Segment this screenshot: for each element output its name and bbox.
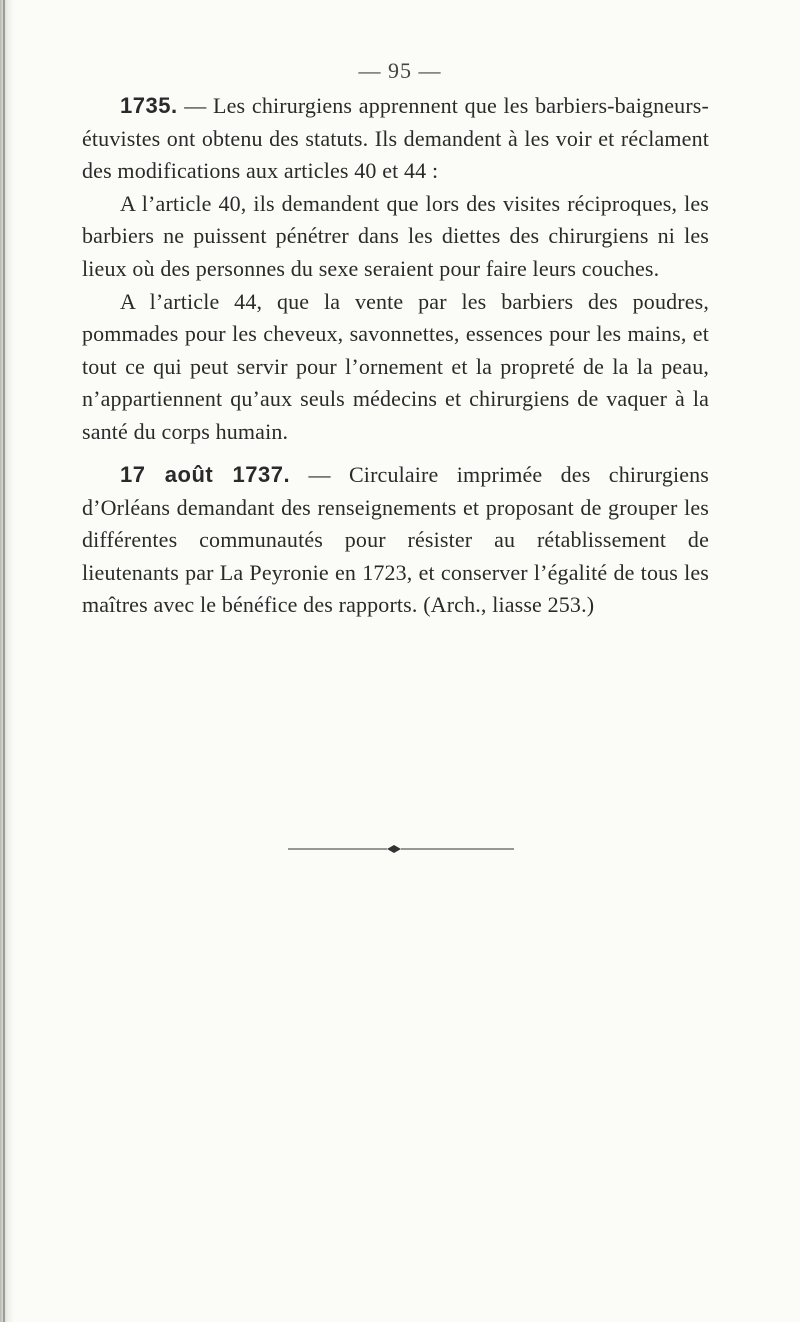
entry-1735-text: Les chirurgiens apprennent que les barbiers-baigneurs-étuvistes ont obtenu des statuts. Ils demandent à les voir et réclament des modifications aux articles 40 et 44 :: [82, 93, 709, 184]
entry-1735-article-40: A l’article 40, ils demandent que lors des visites réciproques, les barbiers ne puissent pénétrer dans les diettes des chirurgiens ni les lieux où des personnes du sexe seraient pour faire leurs couches.: [82, 190, 709, 281]
entry-1735-first-paragraph: [82, 90, 709, 188]
page-number: — 95 —: [358, 58, 442, 83]
entry-1735-date: 1735.: [120, 93, 178, 118]
entry-1735: [82, 90, 709, 449]
entry-1737-text: Circulaire imprimée des chirurgiens d’Orléans demandant des renseignements et proposant de grouper les différentes communautés pour résister au rétablissement de lieutenants par La Peyronie en 1723, et conserver l’égalité de tous les maîtres avec le bénéfice des rapports. (Arch., liasse 253.): [82, 462, 710, 618]
entry-1735-article-44: A l’article 44, que la vente par les barbiers des poudres, pommades pour les cheveux, savonnettes, essences pour les mains, et tout ce qui peut servir pour l’ornement et la propreté de la la peau, n’appartiennent qu’aux seuls médecins et chirurgiens de vaquer à la santé du corps humain.: [82, 288, 709, 444]
page-binding-edge: [3, 0, 5, 1322]
entry-1735-dash: —: [177, 93, 214, 118]
entry-1737-dash: —: [290, 462, 349, 487]
diamond-rule-ornament-icon: [288, 843, 514, 855]
entry-1737-paragraph: [82, 459, 709, 622]
entry-1737: [82, 459, 709, 622]
entry-1737-date: 17 août 1737.: [120, 462, 291, 487]
